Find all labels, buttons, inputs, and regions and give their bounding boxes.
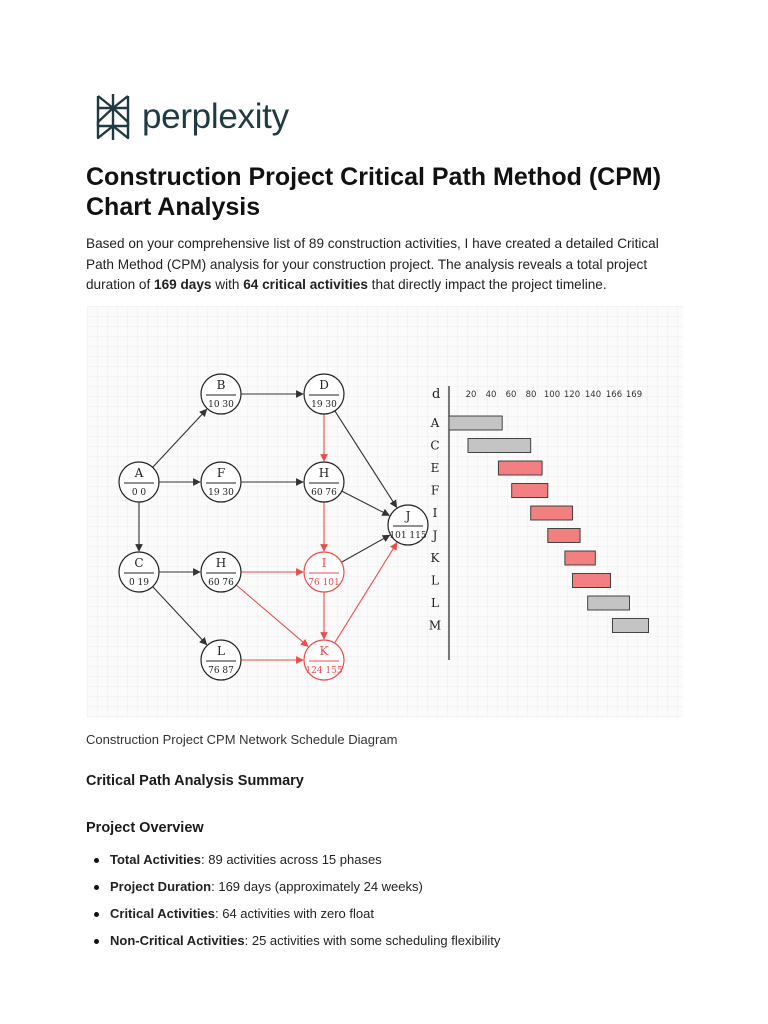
node-b [201, 374, 241, 414]
node-times: 76 87 [208, 666, 234, 676]
node-i [304, 552, 344, 592]
list-item [86, 906, 686, 933]
node-label: K [319, 644, 329, 658]
gantt-row-label: K [430, 551, 440, 565]
gantt-bar [588, 596, 630, 610]
list-item [86, 879, 686, 906]
gantt-row-label: A [430, 416, 440, 430]
intro-duration: 169 days [154, 277, 212, 292]
intro-text-2: with [211, 277, 244, 292]
node-label: H [215, 556, 227, 570]
node-label: L [217, 644, 225, 658]
node-label: D [319, 378, 329, 392]
node-h2 [201, 552, 241, 592]
node-h1 [304, 462, 344, 502]
overview-text: : 64 activities with zero float [215, 906, 374, 921]
node-d [304, 374, 344, 414]
node-times: 10 30 [208, 400, 234, 410]
node-times: 101 115 [389, 531, 427, 541]
list-item [86, 933, 686, 960]
node-label: A [134, 466, 144, 480]
gantt-tick-label: 60 [505, 390, 517, 400]
gantt-tick-label: 120 [563, 390, 581, 400]
overview-heading: Project Overview [86, 820, 204, 836]
node-times: 76 101 [308, 578, 340, 588]
gantt-tick-label: 169 [625, 390, 643, 400]
node-label: H [318, 466, 330, 480]
gantt-tick-label: 166 [605, 390, 623, 400]
node-l [201, 640, 241, 680]
gantt-bar [531, 506, 573, 520]
node-label: F [216, 466, 226, 480]
overview-text: : 169 days (approximately 24 weeks) [211, 879, 423, 894]
node-j [388, 505, 428, 545]
gantt-bar [565, 551, 595, 565]
gantt-bar [512, 484, 548, 498]
gantt-row-label: C [430, 438, 440, 453]
figure-caption: Construction Project CPM Network Schedule Diagram [86, 732, 398, 747]
gantt-row-label: I [432, 506, 438, 520]
gantt-bar [612, 619, 648, 633]
gantt-row-label: L [431, 573, 439, 588]
node-times: 19 30 [208, 488, 234, 498]
overview-list [86, 852, 686, 960]
brand-name: perplexity [142, 97, 289, 136]
overview-label: Non-Critical Activities [110, 933, 245, 948]
page-title: Construction Project Critical Path Method (CPM) Chart Analysis [86, 163, 662, 221]
gantt-row-label: L [431, 596, 439, 610]
node-k [304, 640, 344, 680]
list-item [86, 852, 686, 879]
intro-text-1: Based on your comprehensive list of 89 construction activities, I have created a detailed Critical Path Method (CPM) analysis for your construction project. The analysis reveals a total project duration of [86, 236, 659, 292]
gantt-tick-label: 100 [543, 390, 561, 400]
overview-label: Critical Activities [110, 906, 216, 921]
node-label: C [134, 556, 144, 570]
node-times: 0 0 [131, 488, 147, 498]
node-times: 0 19 [128, 578, 150, 588]
summary-heading: Critical Path Analysis Summary [86, 773, 304, 789]
overview-text: : 89 activities across 15 phases [201, 852, 382, 867]
node-label: J [405, 509, 411, 523]
gantt-bar [548, 529, 580, 543]
perplexity-logo-icon [92, 92, 134, 142]
node-a [119, 462, 159, 502]
node-f [201, 462, 241, 502]
gantt-row-label: F [430, 483, 440, 498]
gantt-bar [449, 416, 502, 430]
brand-logo [92, 92, 289, 142]
gantt-tick-label: 140 [584, 390, 602, 400]
gantt-bar [573, 574, 611, 588]
intro-text-3: that directly impact the project timeline. [367, 277, 607, 292]
gantt-row-label: J [432, 528, 438, 543]
intro-critical-count: 64 critical activities [243, 277, 368, 292]
gantt-row-label: E [430, 461, 440, 475]
gantt-axis-label: d [432, 387, 441, 402]
node-times: 60 76 [208, 578, 234, 588]
node-times: 19 30 [311, 400, 337, 410]
intro-paragraph [86, 234, 686, 296]
node-times: 124 155 [305, 666, 343, 676]
overview-text: : 25 activities with some scheduling flexibility [244, 933, 501, 948]
gantt-tick-label: 20 [465, 390, 477, 400]
gantt-row-label: M [428, 618, 442, 633]
overview-label: Project Duration [110, 879, 212, 894]
gantt-tick-label: 40 [485, 390, 497, 400]
gantt-tick-label: 80 [525, 390, 537, 400]
node-times: 60 76 [311, 488, 337, 498]
node-label: B [216, 378, 226, 392]
overview-label: Total Activities [110, 852, 202, 867]
gantt-bar [468, 439, 531, 453]
cpm-network-diagram [87, 306, 683, 718]
node-label: I [321, 556, 327, 570]
gantt-bar [498, 461, 542, 475]
node-c [119, 552, 159, 592]
